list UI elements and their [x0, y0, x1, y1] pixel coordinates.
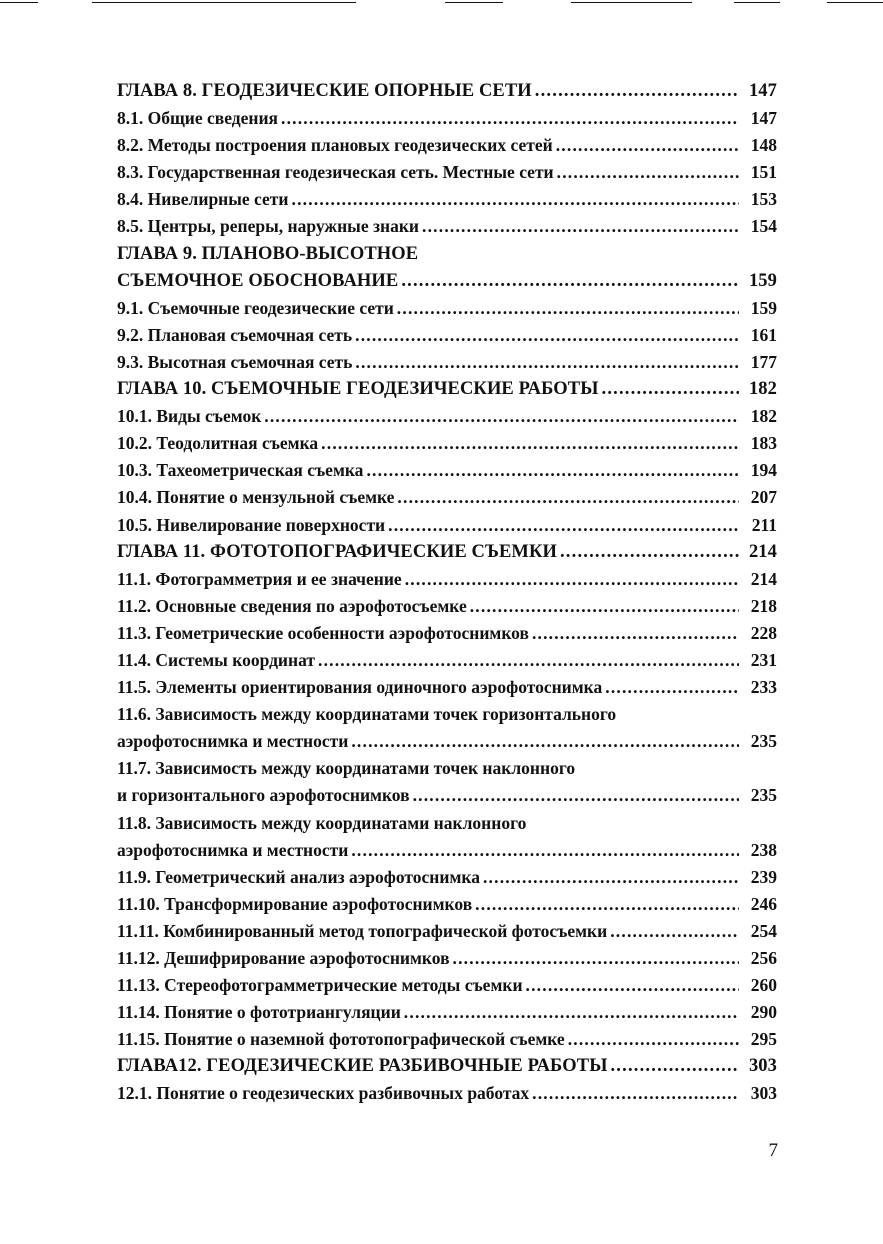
top-rule — [734, 2, 780, 3]
dot-leader — [483, 864, 739, 891]
chapter-heading[interactable] — [117, 1053, 777, 1080]
toc-entry[interactable] — [117, 1026, 777, 1053]
toc-entry-title: 11.3. Геометрические особенности аэрофотоснимков — [117, 622, 529, 643]
toc-page-number: 303 — [748, 1056, 777, 1077]
toc-entry-title: 11.12. Дешифрирование аэрофотоснимков — [117, 948, 450, 968]
toc-page-number: 207 — [750, 487, 777, 508]
dot-leader — [453, 945, 739, 972]
toc-entry-title: 8.2. Методы построения плановых геодезических сетей — [117, 135, 553, 156]
toc-page-number: 231 — [750, 649, 777, 670]
toc-entry-title: 10.4. Понятие о мензульной съемке — [117, 487, 395, 508]
toc-entry-title: 10.1. Виды съемок — [117, 406, 262, 427]
toc-page-number: 235 — [750, 731, 777, 752]
toc-entry-title: 11.2. Основные сведения по аэрофотосъемке — [117, 595, 467, 616]
top-rule — [445, 2, 503, 3]
toc-entry[interactable] — [117, 349, 777, 376]
toc-entry-title: 11.10. Трансформирование аэрофотоснимков — [117, 893, 473, 914]
toc-page-number: 183 — [750, 433, 777, 454]
toc-entry[interactable] — [117, 186, 777, 213]
top-rule — [0, 2, 38, 3]
toc-entry-title: 11.1. Фотограмметрия и ее значение — [117, 568, 402, 589]
toc-entry[interactable] — [117, 484, 777, 511]
toc-entry-title-line: 11.7. Зависимость между координатами точек наклонного — [117, 758, 576, 779]
toc-page-number: 246 — [750, 893, 777, 914]
toc-page-number: 303 — [750, 1083, 777, 1104]
dot-leader — [321, 430, 739, 457]
toc-entry[interactable] — [117, 213, 777, 240]
dot-leader — [568, 1026, 739, 1053]
toc-page-number: 147 — [750, 108, 777, 129]
toc-page-number: 182 — [750, 406, 777, 427]
toc-entry-title: 9.2. Плановая съемочная сеть — [117, 324, 353, 345]
toc-page-number: 182 — [748, 379, 777, 400]
toc-page-number: 260 — [750, 975, 777, 996]
toc-entry[interactable] — [117, 295, 777, 322]
dot-leader — [388, 512, 739, 539]
dot-leader — [264, 403, 739, 430]
toc-page-number: 159 — [750, 297, 777, 318]
toc-page-number: 218 — [750, 595, 777, 616]
toc-entry-title-line: 11.8. Зависимость между координатами наклонного — [117, 812, 527, 833]
dot-leader — [605, 674, 739, 701]
toc-entry-title: 10.2. Теодолитная съемка — [117, 433, 319, 454]
toc-entry[interactable] — [117, 512, 777, 539]
chapter-title: ГЛАВА 11. ФОТОТОПОГРАФИЧЕСКИЕ СЪЕМКИ — [117, 541, 557, 562]
toc-entry[interactable] — [117, 891, 777, 918]
chapter-title: ГЛАВА 10. СЪЕМОЧНЫЕ ГЕОДЕЗИЧЕСКИЕ РАБОТЫ — [117, 379, 599, 400]
toc-page-number: 228 — [750, 622, 777, 643]
dot-leader — [351, 837, 739, 864]
dot-leader — [557, 159, 739, 186]
toc-page-number: 161 — [750, 324, 777, 345]
toc-entry-title: 8.5. Центры, реперы, наружные знаки — [117, 216, 420, 237]
toc-entry-title: 11.14. Понятие о фототриангуляции — [117, 1002, 401, 1023]
toc-entry-title: 10.5. Нивелирование поверхности — [117, 514, 386, 535]
toc-page-number: 211 — [751, 514, 777, 535]
dot-leader — [397, 295, 739, 322]
toc-page-number: 153 — [750, 189, 777, 210]
chapter-heading[interactable] — [117, 268, 777, 295]
toc-page-number: 154 — [750, 216, 777, 237]
toc-entry[interactable] — [117, 1080, 777, 1107]
table-of-contents — [117, 78, 777, 1108]
top-rule — [827, 2, 883, 3]
toc-entry[interactable] — [117, 322, 777, 349]
toc-page-number: 214 — [750, 568, 777, 589]
dot-leader — [535, 78, 739, 105]
toc-entry-title: 11.4. Системы координат — [117, 649, 315, 670]
toc-entry[interactable] — [117, 457, 777, 484]
toc-page-number: 159 — [748, 270, 777, 291]
dot-leader — [401, 268, 739, 295]
toc-page-number: 295 — [750, 1029, 777, 1050]
dot-leader — [475, 891, 739, 918]
toc-entry[interactable] — [117, 647, 777, 674]
toc-entry-title: 11.13. Стереофотограмметрические методы съемки — [117, 975, 523, 996]
dot-leader — [602, 376, 740, 403]
toc-page-number: 254 — [750, 920, 777, 941]
dot-leader — [366, 457, 739, 484]
toc-entry[interactable] — [117, 620, 777, 647]
dot-leader — [351, 728, 739, 755]
dot-leader — [404, 999, 739, 1026]
toc-entry[interactable] — [117, 593, 777, 620]
toc-page-number: 238 — [750, 839, 777, 860]
dot-leader — [610, 918, 739, 945]
toc-page-number: 147 — [748, 81, 777, 101]
chapter-heading-line: ГЛАВА 9. ПЛАНОВО-ВЫСОТНОЕ — [117, 243, 419, 264]
toc-entry-title: 8.3. Государственная геодезическая сеть. Местные сети — [117, 162, 554, 183]
toc-page-number: 235 — [750, 785, 777, 806]
toc-entry[interactable] — [117, 782, 777, 809]
dot-leader — [355, 349, 739, 376]
toc-entry-title: аэрофотоснимка и местности — [117, 839, 349, 860]
toc-entry-title: аэрофотоснимка и местности — [117, 731, 349, 752]
dot-leader — [556, 132, 739, 159]
toc-entry-title: 11.15. Понятие о наземной фототопографической съемке — [117, 1029, 565, 1050]
toc-page-number: 148 — [750, 135, 777, 156]
toc-entry[interactable] — [117, 945, 777, 972]
toc-entry-title: 9.1. Съемочные геодезические сети — [117, 297, 394, 318]
top-rule — [92, 2, 356, 3]
toc-page-number: 239 — [750, 866, 777, 887]
chapter-heading[interactable] — [117, 539, 777, 566]
toc-entry[interactable] — [117, 837, 777, 864]
chapter-heading[interactable] — [117, 376, 777, 403]
toc-entry[interactable] — [117, 566, 777, 593]
dot-leader — [470, 593, 739, 620]
toc-entry-title: 11.11. Комбинированный метод топографической фотосъемки — [117, 920, 608, 941]
toc-entry-title: 8.4. Нивелирные сети — [117, 189, 289, 210]
dot-leader — [292, 186, 740, 213]
toc-entry[interactable] — [117, 999, 777, 1026]
toc-entry-title: 11.9. Геометрический анализ аэрофотоснимка — [117, 866, 480, 887]
toc-page-number: 177 — [750, 351, 777, 372]
toc-entry[interactable] — [117, 972, 777, 999]
toc-entry-title-line: 11.6. Зависимость между координатами точек горизонтального — [117, 704, 617, 725]
dot-leader — [610, 1053, 739, 1080]
chapter-title: ГЛАВА 8. ГЕОДЕЗИЧЕСКИЕ ОПОРНЫЕ СЕТИ — [117, 81, 532, 101]
toc-entry-title: 8.1. Общие сведения — [117, 108, 278, 129]
toc-page-number: 194 — [750, 460, 777, 481]
toc-entry[interactable] — [117, 728, 777, 755]
toc-page-number: 256 — [750, 948, 777, 968]
toc-page-number: 290 — [750, 1002, 777, 1023]
toc-entry[interactable] — [117, 918, 777, 945]
dot-leader — [413, 782, 739, 809]
toc-entry[interactable] — [117, 864, 777, 891]
toc-entry-title: 10.3. Тахеометрическая съемка — [117, 460, 364, 481]
toc-entry-title: и горизонтального аэрофотоснимков — [117, 785, 410, 806]
toc-page-number: 233 — [750, 677, 777, 698]
dot-leader — [560, 539, 739, 566]
dot-leader — [532, 1080, 739, 1107]
dot-leader — [422, 213, 739, 240]
toc-entry-title: 11.5. Элементы ориентирования одиночного аэрофотоснимка — [117, 677, 603, 698]
chapter-title: СЪЕМОЧНОЕ ОБОСНОВАНИЕ — [117, 270, 399, 291]
toc-entry[interactable] — [117, 105, 777, 132]
toc-entry[interactable] — [117, 132, 777, 159]
chapter-heading[interactable] — [117, 78, 777, 105]
dot-leader — [355, 322, 739, 349]
toc-entry[interactable] — [117, 674, 777, 701]
toc-page-number: 151 — [750, 162, 777, 183]
toc-entry[interactable] — [117, 430, 777, 457]
dot-leader — [532, 620, 739, 647]
dot-leader — [397, 484, 739, 511]
toc-entry[interactable] — [117, 159, 777, 186]
dot-leader — [281, 105, 739, 132]
top-rule — [571, 2, 692, 3]
dot-leader — [526, 972, 739, 999]
toc-page-number: 214 — [748, 541, 777, 562]
toc-entry-title: 12.1. Понятие о геодезических разбивочных работах — [117, 1083, 530, 1104]
toc-entry[interactable] — [117, 403, 777, 430]
dot-leader — [405, 566, 739, 593]
dot-leader — [318, 647, 739, 674]
toc-entry-title: 9.3. Высотная съемочная сеть — [117, 351, 353, 372]
page-number: 7 — [768, 1140, 778, 1161]
chapter-title: ГЛАВА12. ГЕОДЕЗИЧЕСКИЕ РАЗБИВОЧНЫЕ РАБОТЫ — [117, 1056, 608, 1077]
